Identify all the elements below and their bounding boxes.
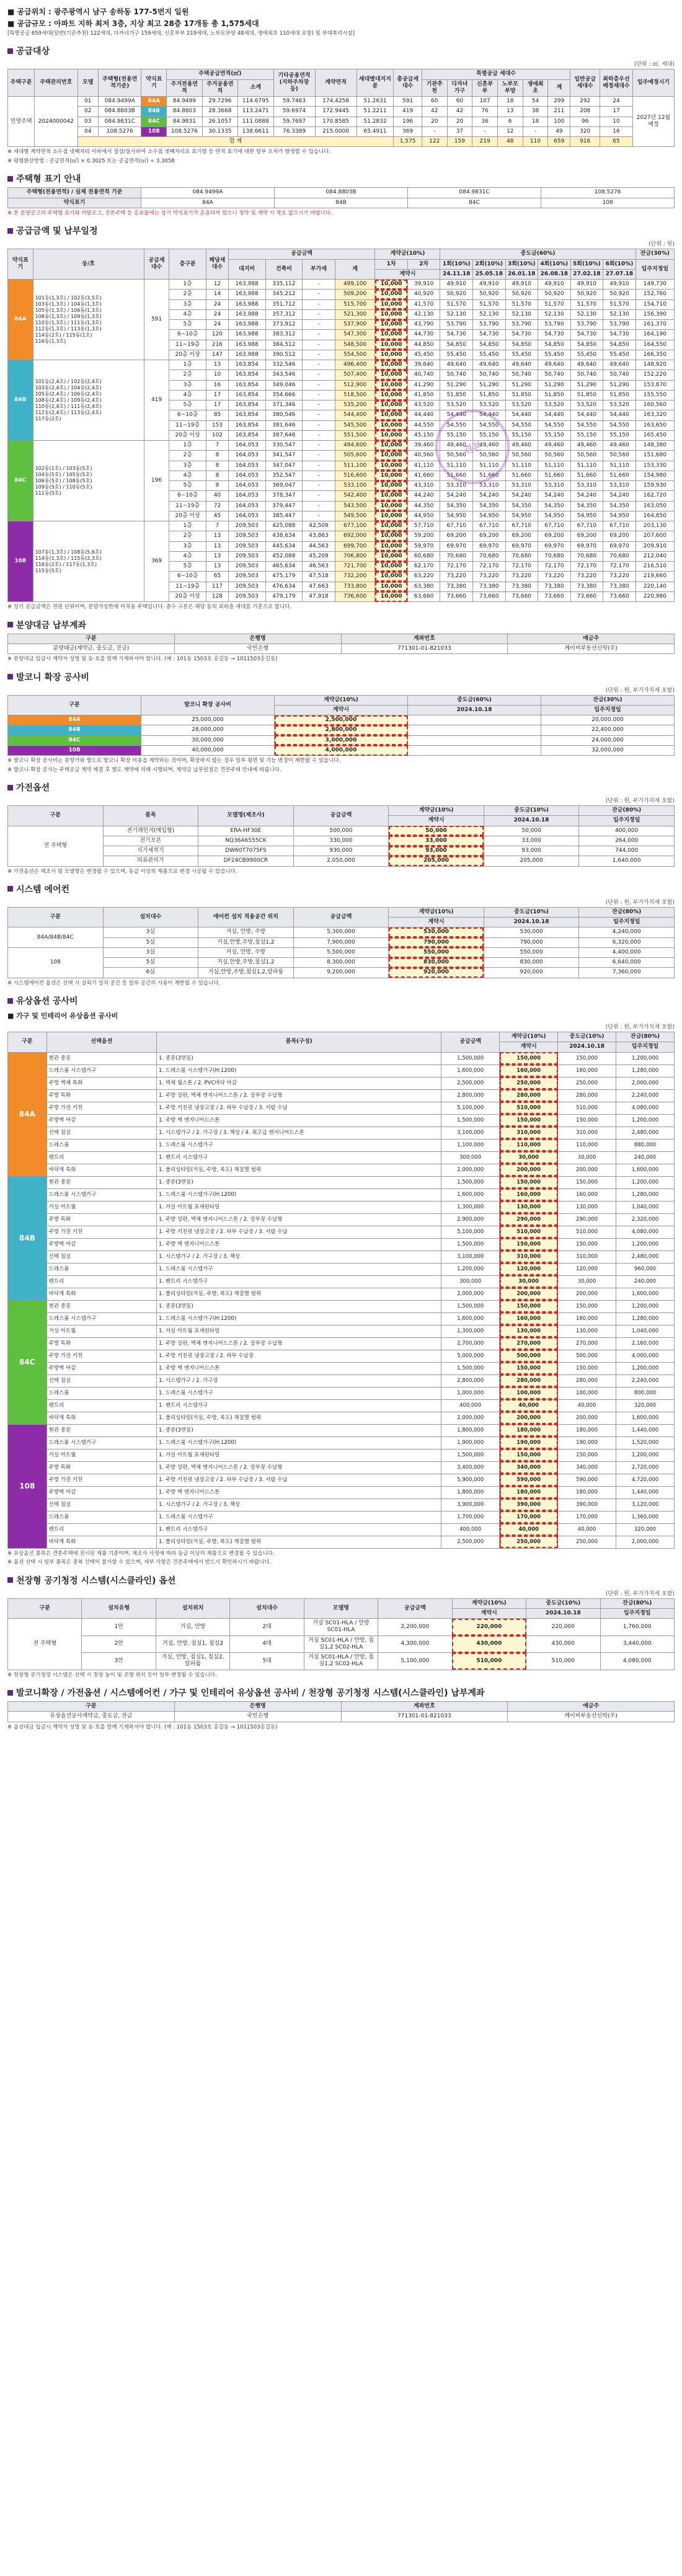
note: ※ 가전옵션은 제조사 및 모델명은 변경될 수 있으며, 동급 이상의 제품으로 변경 시공될 수 있습니다. xyxy=(7,868,237,875)
bullet-icon xyxy=(7,886,13,892)
table-row: 3층 8 164,053 347,047 - 511,100 10,000 41,110 51,110 51,110 51,110 51,110 51,110 51,110 153,330 xyxy=(8,461,675,471)
table-row: 2층 8 164,053 341,547 - 505,600 10,000 40,560 50,560 50,560 50,560 50,560 50,560 50,560 151,680 xyxy=(8,451,675,461)
table-row: 6~10층 120 163,988 383,312 - 547,300 10,000 44,730 54,730 54,730 54,730 54,730 54,730 54,730 164,190 xyxy=(8,330,675,340)
section-title-aircon: 시스템 에어컨 xyxy=(7,883,675,895)
table-row: 3안 거실, 안방, 침실1, 침실2, 알파룸 5대 거실 SC01-HLA / 안방, 침실1,2 SC02-HLA 5,100,000 510,000 510,000 4,080,000 xyxy=(8,1653,675,1670)
table-row: 주방벽 마감 1. 주방 벽 엔지니어드스톤 1,500,000 150,000 150,000 1,200,000 xyxy=(8,1238,675,1250)
table-row: 2안 거실, 안방, 침실1, 침실2 4대 거실 SC01-HLA / 안방, 침실1,2 SC02-HLA 4,300,000 430,000 430,000 3,440,000 xyxy=(8,1635,675,1653)
table-row: 전 주택형 1안 거실, 안방 2대 거실 SC01-HLA / 안방 SC01-HLA 2,200,000 220,000 220,000 1,760,000 xyxy=(8,1619,675,1636)
unit-label: (단위 : 원, 부가가치세 포함) xyxy=(605,1024,675,1031)
table-row: 주방 가전 키친 1. 주방 키친핏 냉장고장 / 2. 하부 수납장 / 3. 서랍 수납 5,100,000 510,000 510,000 4,080,000 xyxy=(8,1102,675,1114)
subsection-title: ■ 가구 및 인테리어 유상옵션 공사비 xyxy=(7,1012,118,1020)
table-row: 펜트리 1. 펜트리 시스템가구 300,000 30,000 30,000 240,000 xyxy=(8,1151,675,1164)
table-row: 선택 침실 1. 시스템가구 / 2. 가구장 / 3. 책상 3,100,000 310,000 310,000 2,480,000 xyxy=(8,1250,675,1263)
section-title-paid-options: 유상옵션 공사비 xyxy=(7,994,675,1007)
table-row: 20층 이상 45 164,053 385,447 - 549,500 10,000 44,950 54,950 54,950 54,950 54,950 54,950 54,950 164,850 xyxy=(8,511,675,521)
note: ※ 상기 공급금액은 천원 단위이며, 분양가상한제 미적용 주택입니다. 층수 구분은 해당 동의 최하층 세대를 기준으로 합니다. xyxy=(7,604,292,611)
table-row: 108 107동(1,3호) / 108동(5,6호) 114동(1,3호) / 115동(2,3호) 116동(2호) / 117동(1,3호) 115동(5호) 369 1층 7 209,503 425,088 42,509 677,100 10,000 57,710 67,710 67,710 67,710 67,710 67,710 67,710 203,130 xyxy=(8,521,675,531)
bullet-icon xyxy=(7,622,13,627)
section-title-air-purifier: 천장형 공기청정 시스템(시스클라인) 옵션 xyxy=(7,1574,675,1587)
table-row: 84A 현관 중문 1. 중문(3연동) 1,500,000 150,000 150,000 1,200,000 xyxy=(8,1052,675,1064)
section-title-payment-account: 분양대금 납부계좌 xyxy=(7,619,675,631)
balcony-table: 구분 발코니 확장 공사비 계약금(10%) 중도금(60%) 잔금(30%) 계약시 2024.10.18 입주지정일 84A 25,000,000 2,500,000 20,000,000 84B 28,000,000 2,800,000 22,400,000 84C 30,000,000 3,000,000 24,000,000 108 40,000,000 4,000,000 32,000,000 xyxy=(7,695,675,756)
table-row: 5층 8 164,053 369,047 - 533,100 10,000 43,310 53,310 53,310 53,310 53,310 53,310 53,310 159,930 xyxy=(8,481,675,491)
note: ※ 시스템에어컨 옵션은 선택 시 실외기 설치 공간 등 일부 공간의 사용이 제한될 수 있습니다. xyxy=(7,980,221,986)
air-purifier-table: 구분 설치유형 설치위치 설치대수 모델명 공급금액 계약금(10%) 중도금(10%) 잔금(80%) 계약시 2024.10.18 입주지정일 전 주택형 1안 거실, 안방 2대 거실 SC01-HLA / 안방 SC01-HLA 2,200,000 220,000 220,000 1,760,000 2안 거실, 안방, 침실1, 침실2 4대 거실 SC01-HLA / 안방, 침실1,2 SC02-HLA 4,300,000 430,000 430,000 3,440,000 3안 거실, 안방, 침실1, 침실2, 알파룸 5대 거실 SC01-HLA / 안방, 침실1,2 SC02-HLA 5,100,000 510,000 510,000 4,080,000 xyxy=(7,1598,675,1670)
table-row: 3층 16 163,854 349,046 - 512,900 10,000 41,290 51,290 51,290 51,290 51,290 51,290 51,290 153,870 xyxy=(8,380,675,390)
paid-options-table: 구분 선택옵션 품목(구성) 공급금액 계약금(10%) 중도금(10%) 잔금(80%) 계약시 2024.10.18 입주지정일 84A 현관 중문 1. 중문(3연동) 1,500,000 150,000 150,000 1,200,000 드레스룸 시스템가구 1. 드레스룸 시스템가구(H:1200) 1,600,000 160,000 160,000 1,280,000 주방 벽체 특화 1. 벽체 월스톤 / 2. PVC바닥 마감 2,500,000 250,000 250,000 2,000,000 주방 특화 1. 주방 상판, 벽체 엔지니어드스톤 / 2. 상부장 수납형 2,800,000 280,000 280,000 2,240,000 주방 가전 키친 1. 주방 키친핏 냉장고장 / 2. 하부 수납장 / 3. 서랍 수납 5,100,000 510,000 510,000 4,080,000 주방벽 마감 1. 주방 벽 엔지니어드스톤 1,500,000 150,000 150,000 1,200,000 선택 침실 1. 시스템가구 / 2. 가구장 / 3. 책상 / 4. 최고급 엔지니어드스톤 3,100,000 310,000 310,000 2,480,000 드레스룸 1. 드레스룸 시스템가구 1,100,000 110,000 110,000 880,000 펜트리 1. 펜트리 시스템가구 300,000 30,000 30,000 240,000 바닥재 특화 1. 폴리싱타일(거실, 주방, 복도) 재질별 범위 2,000,000 200,000 200,000 1,600,000 84B 현관 중문 1. 중문(3연동) 1,500,000 150,000 150,000 1,200,000 드레스룸 시스템가구 1. 드레스룸 시스템가구(H:1200) 1,600,000 160,000 160,000 1,280,000 거실 아트월 1. 거실 아트월 포세린타일 1,300,000 130,000 130,000 1,040,000 주방 특화 1. 주방 상판, 벽체 엔지니어드스톤 / 2. 상부장 수납형 2,900,000 290,000 290,000 2,320,000 주방 가전 키친 1. 주방 키친핏 냉장고장 / 2. 하부 수납장 / 3. 서랍 수납 5,100,000 510,000 510,000 4,080,000 주방벽 마감 1. 주방 벽 엔지니어드스톤 1,500,000 150,000 150,000 1,200,000 선택 침실 1. 시스템가구 / 2. 가구장 / 3. 책상 3,100,000 310,000 310,000 2,480,000 드레스룸 1. 드레스룸 시스템가구 1,200,000 120,000 120,000 960,000 펜트리 1. 펜트리 시스템가구 300,000 30,000 30,000 240,000 바닥재 특화 1. 폴리싱타일(거실, 주방, 복도) 재질별 범위 2,000,000 200,000 200,000 1,600,000 84C 현관 중문 1. 중문(3연동) 1,500,000 150,000 150,000 1,200,000 드레스룸 시스템가구 1. 드레스룸 시스템가구(H:1200) 1,600,000 160,000 160,000 1,280,000 거실 아트월 1. 거실 아트월 포세린타일 1,300,000 130,000 130,000 1,040,000 주방 특화 1. 주방 상판, 벽체 엔지니어드스톤 / 2. 상부장 수납형 2,700,000 270,000 270,000 2,160,000 주방 가전 키친 1. 주방 키친핏 냉장고장 / 2. 하부 수납장 5,000,000 500,000 500,000 4,000,000 주방벽 마감 1. 주방 벽 엔지니어드스톤 1,500,000 150,000 150,000 1,200,000 선택 침실 1. 시스템가구 / 2. 가구장 2,800,000 280,000 280,000 2,240,000 드레스룸 1. 드레스룸 시스템가구 1,000,000 100,000 100,000 800,000 펜트리 1. 펜트리 시스템가구 400,000 40,000 40,000 320,000 바닥재 특화 1. 폴리싱타일(거실, 주방, 복도) 재질별 범위 2,000,000 200,000 200,000 1,600,000 108 현관 중문 1. 중문(3연동) 1,800,000 180,000 180,000 1,440,000 드레스룸 시스템가구 1. 드레스룸 시스템가구(H:1200) 1,900,000 190,000 190,000 1,520,000 거실 아트월 1. 거실 아트월 포세린타일 1,500,000 150,000 150,000 1,200,000 주방 특화 1. 주방 상판, 벽체 엔지니어드스톤 / 2. 상부장 수납형 3,400,000 340,000 340,000 2,720,000 주방 가전 키친 1. 주방 키친핏 냉장고장 / 2. 하부 수납장 / 3. 서랍 수납 5,900,000 590,000 590,000 4,720,000 주방벽 마감 1. 주방 벽 엔지니어드스톤 1,800,000 180,000 180,000 1,440,000 선택 침실 1. 시스템가구 / 2. 가구장 / 3. 책상 3,900,000 390,000 390,000 3,120,000 드레스룸 1. 드레스룸 시스템가구 1,700,000 170,000 170,000 1,360,000 펜트리 1. 펜트리 시스템가구 400,000 40,000 40,000 320,000 바닥재 특화 1. 폴리싱타일(거실, 주방, 복도) 재질별 범위 2,500,000 250,000 250,000 2,000,000 xyxy=(7,1032,675,1549)
intro xyxy=(7,6,675,37)
table-row: 거실 아트월 1. 거실 아트월 포세린타일 1,300,000 130,000 130,000 1,040,000 xyxy=(8,1325,675,1337)
table-row: 주방 가전 키친 1. 주방 키친핏 냉장고장 / 2. 하부 수납장 5,000,000 500,000 500,000 4,000,000 xyxy=(8,1350,675,1362)
note: ※ 유상옵션 품목은 견본주택에 전시된 제품 기준이며, 제조사 사정에 따라 동급 이상의 제품으로 변경될 수 있습니다. xyxy=(7,1550,275,1557)
unit-label: (단위 : ㎡, 세대) xyxy=(634,61,675,68)
table-row: 5층 13 209,503 465,634 46,563 721,700 10,000 62,170 72,170 72,170 72,170 72,170 72,170 72,170 216,510 xyxy=(8,562,675,572)
table-row: 드레스룸 시스템가구 1. 드레스룸 시스템가구(H:1200) 1,900,000 190,000 190,000 1,520,000 xyxy=(8,1436,675,1449)
table-row: 20층 이상 147 163,988 390,512 - 554,500 10,000 45,450 55,450 55,450 55,450 55,450 55,450 55,450 166,350 xyxy=(8,350,675,360)
table-row: 11~19층 216 163,988 384,512 - 548,500 10,000 44,850 54,850 54,850 54,850 54,850 54,850 54,850 164,550 xyxy=(8,340,675,350)
note: ※ 옵션 선택 시 일부 품목은 중복 선택이 불가할 수 있으며, 세부 사항은 견본주택에서 반드시 확인하시기 바랍니다. xyxy=(7,1559,272,1566)
table-row: 민영주택 2024000042 01 084.9499A 84A 84.9499 29.7296 114.6795 59.7463 174.4258 51.2631 591 60 60 107 18 54 299 292 24 2027년 12월 예정 xyxy=(8,97,675,107)
type-guide-table: 주택형(전용면적) / 실제 전용면적 기준 084.9499A 084.8803B 084.9831C 108.5276 약식표기 84A 84B 84C 108 xyxy=(7,187,675,208)
table-row: 84C 30,000,000 3,000,000 24,000,000 xyxy=(8,735,675,745)
table-row: 드레스룸 1. 드레스룸 시스템가구 1,000,000 100,000 100,000 800,000 xyxy=(8,1387,675,1399)
table-row: 5실 거실,안방,주방,침실1,2 8,300,000 830,000 830,000 6,640,000 xyxy=(8,958,675,968)
bullet-icon xyxy=(7,998,13,1004)
unit-label: (단위 : 원) xyxy=(649,241,675,248)
table-row: 11~19층 117 209,503 476,634 47,663 733,800 10,000 63,380 73,380 73,380 73,380 73,380 73,380 73,380 220,140 xyxy=(8,582,675,591)
table-row: 드레스룸 시스템가구 1. 드레스룸 시스템가구(H:1200) 1,600,000 160,000 160,000 1,280,000 xyxy=(8,1312,675,1325)
unit-label: (단위 : 원, 부가가치세 포함) xyxy=(605,687,675,694)
table-row: 주방 특화 1. 주방 상판, 벽체 엔지니어드스톤 / 2. 상부장 수납형 2,800,000 280,000 280,000 2,240,000 xyxy=(8,1089,675,1102)
bullet-icon xyxy=(7,176,13,182)
table-row: 거실 아트월 1. 거실 아트월 포세린타일 1,500,000 150,000 150,000 1,200,000 xyxy=(8,1449,675,1461)
table-row: 108 현관 중문 1. 중문(3연동) 1,800,000 180,000 180,000 1,440,000 xyxy=(8,1424,675,1436)
table-row: 3층 24 163,988 351,712 - 515,700 10,000 41,570 51,570 51,570 51,570 51,570 51,570 51,570 154,710 xyxy=(8,299,675,309)
unit-label: (단위 : 원, 부가가치세 포함) xyxy=(605,798,675,804)
table-row: 5층 17 163,854 371,346 - 535,200 10,000 43,520 53,520 53,520 53,520 53,520 53,520 53,520 160,560 xyxy=(8,401,675,410)
table-row: 6~10층 40 164,053 378,347 - 542,400 10,000 44,240 54,240 54,240 54,240 54,240 54,240 54,240 162,720 xyxy=(8,491,675,501)
payment-account-table: 구분 은행명 계좌번호 예금주 분양대금(계약금, 중도금, 잔금) 국민은행 771301-01-821033 케이비부동산신탁(주) xyxy=(7,634,675,655)
table-row: 4층 13 209,503 452,088 45,209 706,800 10,000 60,680 70,680 70,680 70,680 70,680 70,680 70,680 212,040 xyxy=(8,551,675,561)
table-row: 84A/84B/84C 3실 거실, 안방, 주방 5,300,000 530,000 530,000 4,240,000 xyxy=(8,927,675,937)
bullet-icon xyxy=(7,674,13,679)
note: ※ 발코니 확장 공사비는 분양가와 별도로 발코니 확장 비용을 계약하는 것이며, 확장하지 않는 경우 일부 평면 및 기능 변경이 제한될 수 있습니다. xyxy=(7,758,341,764)
table-row: 20층 이상 128 209,503 479,179 47,918 736,600 10,000 63,660 73,660 73,660 73,660 73,660 73,660 73,660 220,980 xyxy=(8,591,675,601)
bullet-icon xyxy=(7,1690,13,1696)
table-row: 84C 102동(1호) / 103동(5호) 104동(5호) / 105동(5호) 106동(5호) / 108동(5호) 109동(5호) / 110동(5호) 111동(5호) 196 1층 7 164,053 330,547 - 494,600 10,000 39,460 49,460 49,460 49,460 49,460 49,460 49,460 148,380 xyxy=(8,441,675,451)
table-row: 3층 13 209,503 445,634 44,563 699,700 10,000 59,970 69,970 69,970 69,970 69,970 69,970 69,970 209,910 xyxy=(8,541,675,551)
option-account-table: 구분 은행명 계좌번호 예금주 유상옵션공사계약금, 중도금, 잔금 국민은행 771301-01-821033 케이비부동산신탁(주) xyxy=(7,1701,675,1722)
unit-label: (단위 : 원, 부가가치세 포함) xyxy=(605,899,675,906)
section-title-option-account: 발코니확장 / 가전옵션 / 시스템에어컨 / 가구 및 인테리어 유상옵션 공사비 / 천장형 공기청정 시스템(시스클라인) 납부계좌 xyxy=(7,1686,675,1699)
table-row: 바닥재 특화 1. 폴리싱타일(거실, 주방, 복도) 재질별 범위 2,000,000 200,000 200,000 1,600,000 xyxy=(8,1412,675,1424)
price-schedule-table: 약식표기 동/호 공급세대수 층구분 해당세대수 공급금액 계약금(10%) 중도금(60%) 잔금(30%) 대지비 건축비 부가세 계 1차 2차 1회(10%) 2회(10%) 3회(10%) 4회(10%) 5회(10%) 6회(10%) 입주지정일 계약시 24.11.18 25.05.18 26.01.18 26.08.18 27.02.18 27.07.18 84A 101동(1,3호) / 102동(3,5호) 103동(1,3호) / 104동(1,3호) 105동(1,3호) / 106동(1,3호) 108동(1,3호) / 109동(1,3호) 110동(1,3호) / 111동(1,3호) 112동(1,3호) / 113동(1,3호) 114동(2호) / 115동(1호) 116동(1,3호) 591 1층 12 163,988 335,112 - 499,100 10,000 39,910 49,910 49,910 49,910 49,910 49,910 49,910 149,730 2층 14 163,988 345,212 - 509,200 10,000 40,920 50,920 50,920 50,920 50,920 50,920 50,920 152,760 3층 24 163,988 351,712 - 515,700 10,000 41,570 51,570 51,570 51,570 51,570 51,570 51,570 154,710 4층 24 163,988 357,312 - 521,300 10,000 42,130 52,130 52,130 52,130 52,130 52,130 52,130 156,390 5층 24 163,988 373,912 - 537,900 10,000 43,790 53,790 53,790 53,790 53,790 53,790 53,790 161,370 6~10층 120 163,988 383,312 - 547,300 10,000 44,730 54,730 54,730 54,730 54,730 54,730 54,730 164,190 11~19층 216 163,988 384,512 - 548,500 10,000 44,850 54,850 54,850 54,850 54,850 54,850 54,850 164,550 20층 이상 147 163,988 390,512 - 554,500 10,000 45,450 55,450 55,450 55,450 55,450 55,450 55,450 166,350 84B 101동(2,4호) / 102동(2,4호) 103동(2,4호) / 104동(2,4호) 105동(2,4호) / 106동(2,4호) 108동(2,4호) / 109동(2,4호) 110동(2,4호) / 111동(2,4호) 112동(2,4호) / 113동(2,4호) 117동(2호) 419 1층 13 163,854 332,546 - 496,400 10,000 39,640 49,640 49,640 49,640 49,640 49,640 49,640 148,920 2층 10 163,854 343,546 - 507,400 10,000 40,740 50,740 50,740 50,740 50,740 50,740 50,740 152,220 3층 16 163,854 349,046 - 512,900 10,000 41,290 51,290 51,290 51,290 51,290 51,290 51,290 153,870 4층 17 163,854 354,666 - 518,500 10,000 41,850 51,850 51,850 51,850 51,850 51,850 51,850 155,550 5층 17 163,854 371,346 - 535,200 10,000 43,520 53,520 53,520 53,520 53,520 53,520 53,520 160,560 6~10층 85 163,854 380,546 - 544,400 10,000 44,440 54,440 54,440 54,440 54,440 54,440 54,440 163,320 11~19층 153 163,854 381,646 - 545,500 10,000 44,550 54,550 54,550 54,550 54,550 54,550 54,550 163,650 20층 이상 102 163,854 387,646 - 551,500 10,000 45,150 55,150 55,150 55,150 55,150 55,150 55,150 165,450 84C 102동(1호) / 103동(5호) 104동(5호) / 105동(5호) 106동(5호) / 108동(5호) 109동(5호) / 110동(5호) 111동(5호) 196 1층 7 164,053 330,547 - 494,600 10,000 39,460 49,460 49,460 49,460 49,460 49,460 49,460 148,380 2층 8 164,053 341,547 - 505,600 10,000 40,560 50,560 50,560 50,560 50,560 50,560 50,560 151,680 3층 8 164,053 347,047 - 511,100 10,000 41,110 51,110 51,110 51,110 51,110 51,110 51,110 153,330 4층 8 164,053 352,547 - 516,600 10,000 41,660 51,660 51,660 51,660 51,660 51,660 51,660 154,980 5층 8 164,053 369,047 - 533,100 10,000 43,310 53,310 53,310 53,310 53,310 53,310 53,310 159,930 6~10층 40 164,053 378,347 - 542,400 10,000 44,240 54,240 54,240 54,240 54,240 54,240 54,240 162,720 11~19층 72 164,053 379,447 - 543,500 10,000 44,350 54,350 54,350 54,350 54,350 54,350 54,350 163,050 20층 이상 45 164,053 385,447 - 549,500 10,000 44,950 54,950 54,950 54,950 54,950 54,950 54,950 164,850 108 107동(1,3호) / 108동(5,6호) 114동(1,3호) / 115동(2,3호) 116동(2호) / 117동(1,3호) 115동(5호) 369 1층 7 209,503 425,088 42,509 677,100 10,000 57,710 67,710 67,710 67,710 67,710 67,710 67,710 203,130 2층 13 209,503 438,634 43,863 692,000 10,000 59,200 69,200 69,200 69,200 69,200 69,200 69,200 207,600 3층 13 209,503 445,634 44,563 699,700 10,000 59,970 69,970 69,970 69,970 69,970 69,970 69,970 209,910 4층 13 209,503 452,088 45,209 706,800 10,000 60,680 70,680 70,680 70,680 70,680 70,680 70,680 212,040 5층 13 209,503 465,634 46,563 721,700 10,000 62,170 72,170 72,170 72,170 72,170 72,170 72,170 216,510 6~10층 65 209,503 475,179 47,518 732,200 10,000 63,220 73,220 73,220 73,220 73,220 73,220 73,220 219,660 11~19층 117 209,503 476,634 47,663 733,800 10,000 63,380 73,380 73,380 73,380 73,380 73,380 73,380 220,140 20층 이상 128 209,503 479,179 47,918 736,600 10,000 63,660 73,660 73,660 73,660 73,660 73,660 73,660 220,980 xyxy=(7,249,675,602)
appliance-table: 구분 품목 모델명(제조사) 공급금액 계약금(10%) 중도금(10%) 잔금(80%) 계약시 2024.10.18 입주지정일 전 주택형 전기레인지(매입형) ERA-HF30E 500,000 50,000 50,000 400,000 전기오븐 NQ36A6555CK 330,000 33,000 33,000 264,000 식기세척기 DW60T7075FS 930,000 93,000 93,000 744,000 의류관리기 DF24CB9900CR 2,050,000 205,000 205,000 1,640,000 xyxy=(7,805,675,867)
unit-label: (단위 : 원, 부가가치세 포함) xyxy=(605,1590,675,1597)
table-row: 4층 17 163,854 354,666 - 518,500 10,000 41,850 51,850 51,850 51,850 51,850 51,850 51,850 155,550 xyxy=(8,390,675,400)
table-row: 4층 8 164,053 352,547 - 516,600 10,000 41,660 51,660 51,660 51,660 51,660 51,660 51,660 154,980 xyxy=(8,471,675,480)
table-row: 2층 10 163,854 343,546 - 507,400 10,000 40,740 50,740 50,740 50,740 50,740 50,740 50,740 152,220 xyxy=(8,370,675,380)
note: ※ 평형환산방법 : 공급면적(㎡) × 0.3025 또는 공급면적(㎡) ÷ 3.3058 xyxy=(7,157,175,164)
table-row: 펜트리 1. 펜트리 시스템가구 300,000 30,000 30,000 240,000 xyxy=(8,1275,675,1288)
table-row: 드레스룸 1. 드레스룸 시스템가구 1,100,000 110,000 110,000 880,000 xyxy=(8,1139,675,1151)
table-row: 03 084.9831C 84C 84.9831 26.1057 111.0888 59.7697 170.8585 51.2832 196 20 20 36 6 18 100 96 10 xyxy=(8,117,675,126)
table-row: 2층 14 163,988 345,212 - 509,200 10,000 40,920 50,920 50,920 50,920 50,920 50,920 50,920 152,760 xyxy=(8,290,675,299)
table-row: 선택 침실 1. 시스템가구 / 2. 가구장 2,800,000 280,000 280,000 2,240,000 xyxy=(8,1374,675,1387)
table-row: 드레스룸 1. 드레스룸 시스템가구 1,200,000 120,000 120,000 960,000 xyxy=(8,1263,675,1275)
table-row: 펜트리 1. 펜트리 시스템가구 400,000 40,000 40,000 320,000 xyxy=(8,1523,675,1536)
table-row: 6실 거실,안방,주방,침실1,2,알파룸 9,200,000 920,000 920,000 7,360,000 xyxy=(8,968,675,978)
section-title-type-guide: 주택형 표기 안내 xyxy=(7,172,675,185)
note: ※ 세대별 계약면적 소수점 넷째자리 이하에서 절상/절사하여 소수점 셋째자리로 표기함 등 면적 표기에 대한 일부 오차가 발생할 수 있습니다. xyxy=(7,149,331,156)
note: ※ 옵션대금 입금시 계약자 성명 및 동·호를 함께 기재하셔야 합니다. (예 : 101동 1503호 홍길동 → 1011503홍길동) xyxy=(7,1724,278,1730)
table-row: 11~19층 72 164,053 379,447 - 543,500 10,000 44,350 54,350 54,350 54,350 54,350 54,350 54,350 163,050 xyxy=(8,501,675,511)
table-row: 6~10층 85 163,854 380,546 - 544,400 10,000 44,440 54,440 54,440 54,440 54,440 54,440 54,440 163,320 xyxy=(8,410,675,420)
table-row: 드레스룸 1. 드레스룸 시스템가구 1,700,000 170,000 170,000 1,360,000 xyxy=(8,1511,675,1523)
section-title-price-schedule: 공급금액 및 납부일정 xyxy=(7,224,675,237)
table-row: 84B 28,000,000 2,800,000 22,400,000 xyxy=(8,725,675,735)
table-row: 20층 이상 102 163,854 387,646 - 551,500 10,000 45,150 55,150 55,150 55,150 55,150 55,150 55,150 165,450 xyxy=(8,430,675,440)
table-row: 전 주택형 전기레인지(매입형) ERA-HF30E 500,000 50,000 50,000 400,000 xyxy=(8,826,675,836)
table-total-row: 합 계 1,575 122 159 219 48 110 659 916 65 xyxy=(8,137,675,147)
bullet-icon xyxy=(7,1577,13,1583)
note: ※ 분양대금 입금시 계약자 성명 및 동·호를 함께 기재하셔야 합니다. (예 : 101동 1503호 홍길동 → 1011503홍길동) xyxy=(7,656,278,663)
table-row: 주방 특화 1. 주방 상판, 벽체 엔지니어드스톤 / 2. 상부장 수납형 2,900,000 290,000 290,000 2,320,000 xyxy=(8,1213,675,1226)
table-row: 5층 24 163,988 373,912 - 537,900 10,000 43,790 53,790 53,790 53,790 53,790 53,790 53,790 161,370 xyxy=(8,320,675,330)
table-row: 선택 침실 1. 시스템가구 / 2. 가구장 / 3. 책상 / 4. 최고급 엔지니어드스톤 3,100,000 310,000 310,000 2,480,000 xyxy=(8,1126,675,1139)
table-row: 주방벽 마감 1. 주방 벽 엔지니어드스톤 1,800,000 180,000 180,000 1,440,000 xyxy=(8,1486,675,1498)
table-row: 02 084.8803B 84B 84.8803 28.3668 113.2471 59.6974 172.9445 51.2211 419 42 42 76 13 38 211 208 17 xyxy=(8,107,675,117)
table-row: 거실 아트월 1. 거실 아트월 포세린타일 1,300,000 130,000 130,000 1,040,000 xyxy=(8,1201,675,1213)
table-row: 드레스룸 시스템가구 1. 드레스룸 시스템가구(H:1200) 1,600,000 160,000 160,000 1,280,000 xyxy=(8,1064,675,1077)
aircon-table: 구분 설치대수 에어컨 설치 적용공간 위치 공급금액 계약금(10%) 중도금(10%) 잔금(80%) 계약시 2024.10.18 입주지정일 84A/84B/84C 3실 거실, 안방, 주방 5,300,000 530,000 530,000 4,240,000 5실 거실,안방,주방,침실1,2 7,900,000 790,000 790,000 6,320,000 108 3실 거실, 안방, 주방 5,500,000 550,000 550,000 4,400,000 5실 거실,안방,주방,침실1,2 8,300,000 830,000 830,000 6,640,000 6실 거실,안방,주방,침실1,2,알파룸 9,200,000 920,000 920,000 7,360,000 xyxy=(7,907,675,978)
table-row: 전기오븐 NQ36A6555CK 330,000 33,000 33,000 264,000 xyxy=(8,836,675,846)
supply-target-table: 주택구분 주택관리번호 모델 주택형(전용면적기준) 약식표기 주택공급면적(㎡) 기타공용면적(지하주차장등) 계약면적 세대별대지지분 총공급세대수 특별공급 세대수 일반공급세대수 최하층우선배정세대수 입주예정시기 주거전용면적 주거공용면적 소계 기관추천 다자녀가구 신혼부부 노부모부양 생애최초 계 민영주택 2024000042 01 084.9499A 84A 84.9499 29.7296 114.6795 59.7463 174.4258 51.2631 591 60 60 107 18 54 299 292 24 2027년 12월 예정 02 084.8803B 84B 84.8803 28.3668 113.2471 59.6974 172.9445 51.2211 419 42 42 76 13 38 211 208 17 03 084.9831C 84C 84.9831 26.1057 111.0888 59.7697 170.8585 51.2832 196 20 20 36 6 18 100 96 10 04 108.5276 108 108.5276 30.1335 138.6611 76.3389 215.0000 65.4911 369 - 37 - 12 - 49 320 16 합 계 1,575 122 159 219 48 110 659 916 65 xyxy=(7,69,675,147)
table-row: 6~10층 65 209,503 475,179 47,518 732,200 10,000 63,220 73,220 73,220 73,220 73,220 73,220 73,220 219,660 xyxy=(8,572,675,582)
table-row: 84A 25,000,000 2,500,000 20,000,000 xyxy=(8,715,675,725)
table-row: 84B 101동(2,4호) / 102동(2,4호) 103동(2,4호) / 104동(2,4호) 105동(2,4호) / 106동(2,4호) 108동(2,4호) / 109동(2,4호) 110동(2,4호) / 111동(2,4호) 112동(2,4호) / 113동(2,4호) 117동(2호) 419 1층 13 163,854 332,546 - 496,400 10,000 39,640 49,640 49,640 49,640 49,640 49,640 49,640 148,920 xyxy=(8,360,675,370)
approval-stamp: 견본 xyxy=(427,402,518,493)
table-row: 04 108.5276 108 108.5276 30.1335 138.6611 76.3389 215.0000 65.4911 369 - 37 - 12 - 49 320 16 xyxy=(8,126,675,136)
table-row: 바닥재 특화 1. 폴리싱타일(거실, 주방, 복도) 재질별 범위 2,000,000 200,000 200,000 1,600,000 xyxy=(8,1288,675,1300)
table-row: 주방벽 마감 1. 주방 벽 엔지니어드스톤 1,500,000 150,000 150,000 1,200,000 xyxy=(8,1114,675,1126)
bullet-icon xyxy=(7,228,13,234)
note: ※ 본 분양공고의 주택형 표기와 카탈로그, 견본주택 등 홍보물에는 상기 약식표기가 혼용되어 있으니 청약 및 계약 시 착오 없으시기 바랍니다. xyxy=(7,210,332,216)
table-row: 84C 현관 중문 1. 중문(3연동) 1,500,000 150,000 150,000 1,200,000 xyxy=(8,1300,675,1312)
note: ※ 천장형 공기청정 시스템은 선택 시 천장 높이 및 조명 위치 등이 일부 변경될 수 있습니다. xyxy=(7,1671,217,1678)
bullet-icon xyxy=(7,48,13,54)
table-row: 5실 거실,안방,주방,침실1,2 7,900,000 790,000 790,000 6,320,000 xyxy=(8,937,675,947)
table-row: 주방 가전 키친 1. 주방 키친핏 냉장고장 / 2. 하부 수납장 / 3. 서랍 수납 5,900,000 590,000 590,000 4,720,000 xyxy=(8,1474,675,1486)
section-title-supply-target: 공급대상 xyxy=(7,45,675,57)
table-row: 2층 13 209,503 438,634 43,863 692,000 10,000 59,200 69,200 69,200 69,200 69,200 69,200 69,200 207,600 xyxy=(8,531,675,541)
table-row: 84B 현관 중문 1. 중문(3연동) 1,500,000 150,000 150,000 1,200,000 xyxy=(8,1176,675,1188)
table-row: 펜트리 1. 펜트리 시스템가구 400,000 40,000 40,000 320,000 xyxy=(8,1399,675,1412)
table-row: 의류관리기 DF24CB9900CR 2,050,000 205,000 205,000 1,640,000 xyxy=(8,856,675,866)
table-row: 108 3실 거실, 안방, 주방 5,500,000 550,000 550,000 4,400,000 xyxy=(8,947,675,957)
table-row: 주방 가전 키친 1. 주방 키친핏 냉장고장 / 2. 하부 수납장 / 3. 서랍 수납 5,100,000 510,000 510,000 4,080,000 xyxy=(8,1226,675,1238)
table-row: 4층 24 163,988 357,312 - 521,300 10,000 42,130 52,130 52,130 52,130 52,130 52,130 52,130 156,390 xyxy=(8,309,675,319)
table-row: 84A 101동(1,3호) / 102동(3,5호) 103동(1,3호) / 104동(1,3호) 105동(1,3호) / 106동(1,3호) 108동(1,3호) / 109동(1,3호) 110동(1,3호) / 111동(1,3호) 112동(1,3호) / 113동(1,3호) 114동(2호) / 115동(1호) 116동(1,3호) 591 1층 12 163,988 335,112 - 499,100 10,000 39,910 49,910 49,910 49,910 49,910 49,910 49,910 149,730 xyxy=(8,280,675,290)
table-row: 주방 특화 1. 주방 상판, 벽체 엔지니어드스톤 / 2. 상부장 수납형 2,700,000 270,000 270,000 2,160,000 xyxy=(8,1337,675,1350)
table-row: 바닥재 특화 1. 폴리싱타일(거실, 주방, 복도) 재질별 범위 2,000,000 200,000 200,000 1,600,000 xyxy=(8,1164,675,1176)
table-row: 선택 침실 1. 시스템가구 / 2. 가구장 / 3. 책상 3,900,000 390,000 390,000 3,120,000 xyxy=(8,1498,675,1511)
section-title-appliance: 가전옵션 xyxy=(7,781,675,794)
intro-scale: ■ 공급규모 : 아파트 지하 최저 3층, 지상 최고 28층 17개동 총 1,575세대 xyxy=(7,19,259,28)
table-row: 식기세척기 DW60T7075FS 930,000 93,000 93,000 744,000 xyxy=(8,846,675,856)
table-row: 108 40,000,000 4,000,000 32,000,000 xyxy=(8,745,675,755)
table-row: 11~19층 153 163,854 381,646 - 545,500 10,000 44,550 54,550 54,550 54,550 54,550 54,550 54,550 163,650 xyxy=(8,420,675,430)
section-title-balcony: 발코니 확장 공사비 xyxy=(7,671,675,683)
table-row: 바닥재 특화 1. 폴리싱타일(거실, 주방, 복도) 재질별 범위 2,500,000 250,000 250,000 2,000,000 xyxy=(8,1536,675,1548)
table-row: 주방벽 마감 1. 주방 벽 엔지니어드스톤 1,500,000 150,000 150,000 1,200,000 xyxy=(8,1362,675,1374)
table-row: 드레스룸 시스템가구 1. 드레스룸 시스템가구(H:1200) 1,600,000 160,000 160,000 1,280,000 xyxy=(8,1188,675,1201)
table-row: 주방 특화 1. 주방 상판, 벽체 엔지니어드스톤 / 2. 상부장 수납형 3,400,000 340,000 340,000 2,720,000 xyxy=(8,1461,675,1474)
table-row: 주방 벽체 특화 1. 벽체 월스톤 / 2. PVC바닥 마감 2,500,000 250,000 250,000 2,000,000 xyxy=(8,1077,675,1089)
note: ※ 발코니 확장 공사는 주택공급 계약 체결 후 별도 계약에 의해 시행되며, 계약금 납부일정은 견본주택 안내에 따릅니다. xyxy=(7,766,281,773)
intro-special: [특별공급 659세대(일반(기관추천) 122세대, 다자녀가구 159세대, 신혼부부 219세대, 노부모부양 48세대, 생애최초 110세대 포함) 및 부대복리시설] xyxy=(7,30,355,37)
bullet-icon xyxy=(7,785,13,790)
intro-location: ■ 공급위치 : 광주광역시 남구 송하동 177-5번지 일원 xyxy=(7,7,189,16)
